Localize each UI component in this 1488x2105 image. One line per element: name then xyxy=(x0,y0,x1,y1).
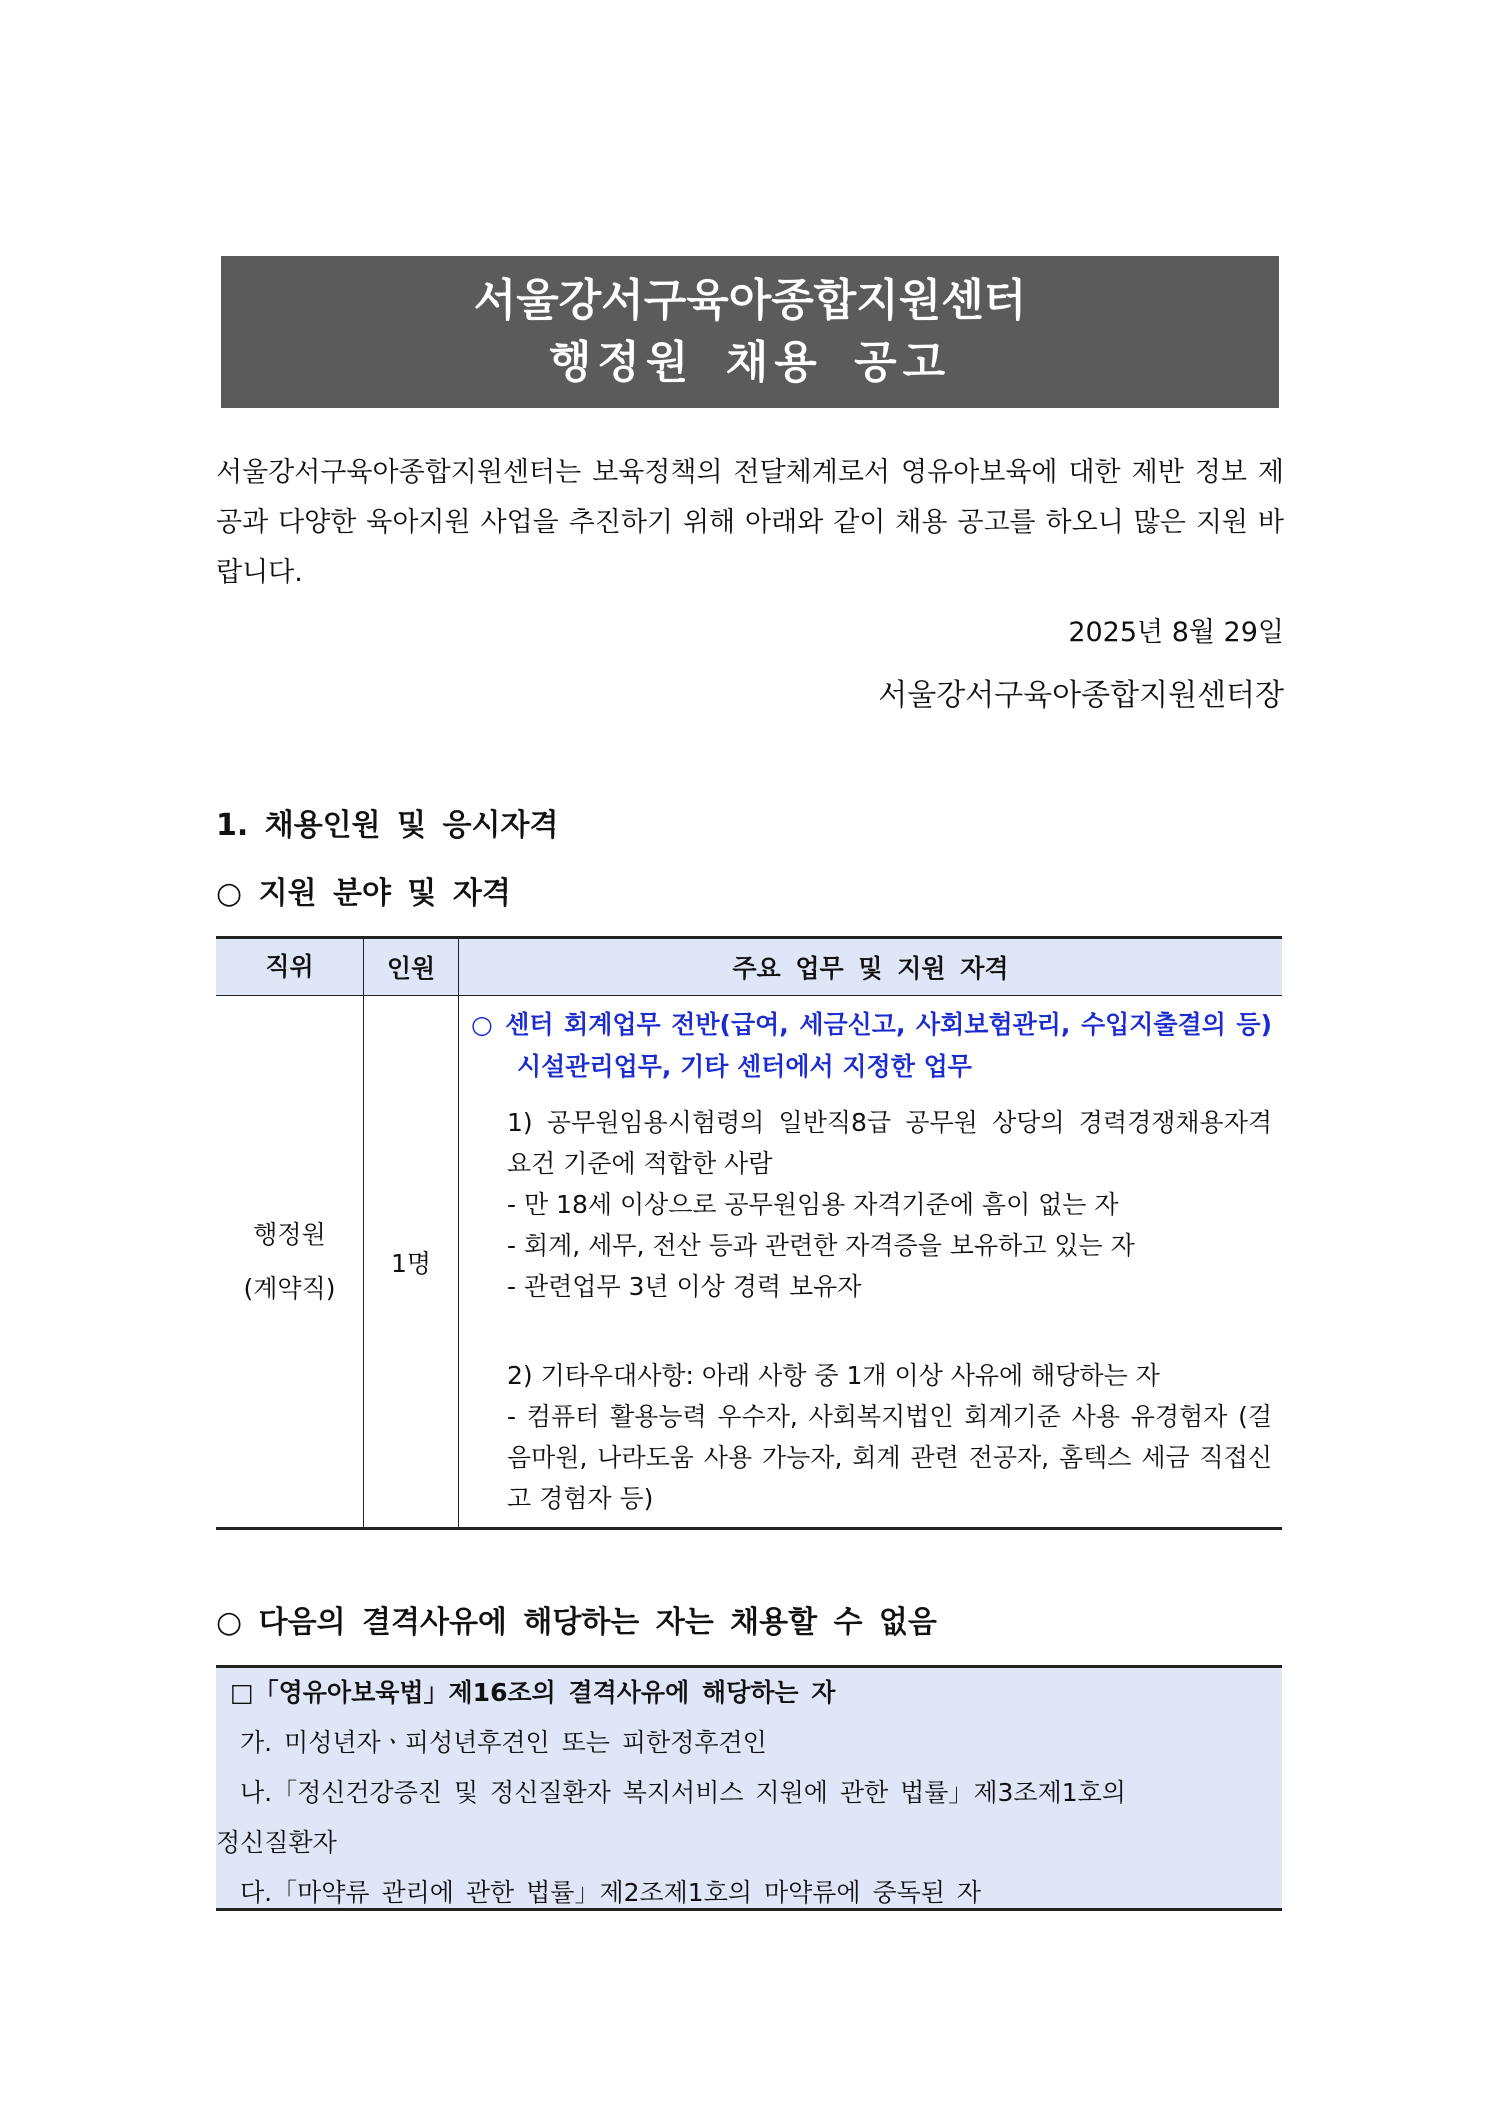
requirement-1-item: - 회계, 세무, 전산 등과 관련한 자격증을 보유하고 있는 자 xyxy=(507,1231,1135,1260)
requirement-2-title: 2) 기타우대사항: 아래 사항 중 1개 이상 사유에 해당하는 자 xyxy=(507,1361,1160,1390)
signer: 서울강서구육아종합지원센터장 xyxy=(878,678,1284,713)
recruitment-table xyxy=(216,936,1282,1530)
header-count: 인원 xyxy=(364,938,459,996)
disqualification-item: 다.「마약류 관리에 관한 법률」제2조제1호의 마약류에 중독된 자 xyxy=(240,1878,982,1907)
position-cell xyxy=(216,996,364,1529)
announcement-date: 2025년 8월 29일 xyxy=(1068,617,1284,648)
position-title: 행정원 xyxy=(253,1219,326,1249)
duties-cell xyxy=(459,996,1283,1529)
disqualification-item: 가. 미성년자ㆍ피성년후견인 또는 피한정후견인 xyxy=(240,1728,767,1757)
section-2-heading: ○ 다음의 결격사유에 해당하는 자는 채용할 수 없음 xyxy=(216,1605,937,1640)
title-line-1: 서울강서구육아종합지원센터 xyxy=(473,275,1027,326)
section-1-heading: 1. 채용인원 및 응시자격 xyxy=(216,808,559,843)
header-duties: 주요 업무 및 지원 자격 xyxy=(459,938,1283,996)
section-1-subheading: ○ 지원 분야 및 자격 xyxy=(216,876,511,911)
disqualification-box xyxy=(216,1665,1282,1911)
requirement-1-title: 1) 공무원임용시험령의 일반직8급 공무원 상당의 경력경쟁채용자격 요건 기준에 적합한 사람 xyxy=(507,1108,1272,1178)
requirement-2-item: - 컴퓨터 활용능력 우수자, 사회복지법인 회계기준 사용 유경험자 (걸음마원, 나라도움 사용 가능자, 회계 관련 전공자, 홈텍스 세금 직접신고 경험자 등) xyxy=(507,1402,1272,1513)
count-cell: 1명 xyxy=(364,996,459,1529)
requirement-1-item: - 만 18세 이상으로 공무원임용 자격기준에 흠이 없는 자 xyxy=(507,1190,1119,1219)
requirement-1-item: - 관련업무 3년 이상 경력 보유자 xyxy=(507,1272,862,1301)
title-banner xyxy=(221,256,1279,408)
disqualification-title: □「영유아보육법」제16조의 결격사유에 해당하는 자 xyxy=(230,1678,836,1707)
header-position: 직위 xyxy=(216,938,364,996)
disqualification-item: 나.「정신건강증진 및 정신질환자 복지서비스 지원에 관한 법률」제3조제1호의 xyxy=(240,1778,1126,1807)
intro-paragraph: 서울강서구육아종합지원센터는 보육정책의 전달체계로서 영유아보육에 대한 제반 정보 제공과 다양한 육아지원 사업을 추진하기 위해 아래와 같이 채용 공고를 하오니 많은 지원 바랍니다. xyxy=(216,457,1284,588)
table-header-row xyxy=(216,938,1282,996)
disqualification-item-continued: 정신질환자 xyxy=(216,1828,337,1857)
duty-summary: ○ 센터 회계업무 전반(급여, 세금신고, 사회보험관리, 수입지출결의 등) 시설관리업무, 기타 센터에서 지정한 업무 xyxy=(471,1010,1272,1081)
position-type: (계약직) xyxy=(243,1273,336,1303)
title-line-2: 행정원 채용 공고 xyxy=(548,337,952,388)
table-row xyxy=(216,996,1282,1529)
